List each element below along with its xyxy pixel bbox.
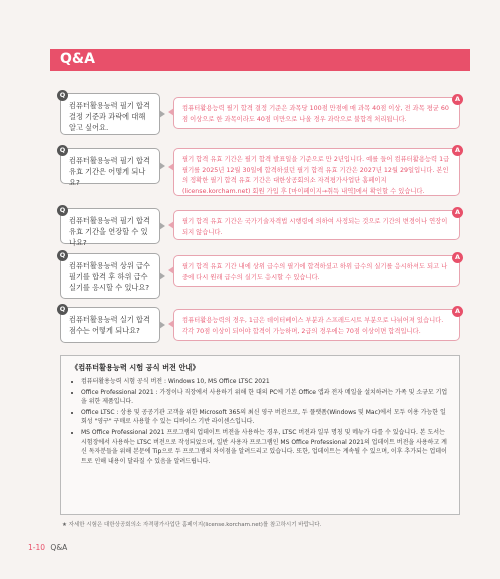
question-badge: Q (57, 250, 68, 261)
arrow-icon (159, 162, 165, 170)
page-footer (28, 543, 67, 552)
arrow-icon (168, 163, 174, 171)
answer-text: 컴퓨터활용능력의 경우, 1급은 데이터베이스 부분과 스프레드시트 부분으로 나뉘어져 있습니다. 각각 70점 이상이 되어야 합격이 가능하며, 2급의 경우에는 70점 이상이면 합격입니다. (182, 317, 444, 335)
answer-box (173, 97, 460, 129)
arrow-icon (168, 266, 174, 274)
question-text: 컴퓨터활용능력 필기 합격 유효 기간을 연장할 수 있나요? (69, 216, 150, 247)
arrow-icon (159, 272, 165, 280)
section-title: Q&A (60, 51, 95, 67)
question-box (59, 206, 160, 247)
question-box (60, 307, 160, 343)
section-header (50, 49, 470, 71)
answer-text: 필기 합격 유효 기간은 국가기술자격법 시행령에 의하여 사정되는 것으로 기간의 변경이나 연장이 되지 않습니다. (182, 218, 448, 236)
question-box (60, 253, 160, 299)
arrow-icon (159, 222, 165, 230)
question-badge: Q (57, 205, 68, 216)
answer-box (173, 309, 460, 341)
answer-box (173, 210, 460, 240)
answer-text: 컴퓨터활용능력 필기 합격 결정 기준은 과목당 100점 만점에 매 과목 40점 이상, 전 과목 평균 60점 이상으로 한 과목이라도 40점 미만으로 나올 경우 과락으로 불합격 처리됩니다. (182, 105, 449, 123)
answer-text: 필기 합격 유효 기간 내에 상위 급수의 필기에 합격하셨고 하위 급수의 실기를 응시하셔도 되고 나중에 다시 원래 급수의 실기도 응시할 수 있습니다. (182, 263, 448, 281)
answer-badge: A (452, 94, 463, 105)
arrow-icon (159, 110, 165, 118)
answer-badge: A (452, 207, 463, 218)
answer-box (173, 255, 460, 287)
arrow-icon (168, 108, 174, 116)
notice-item: • Office LTSC : 상용 및 공공기관 고객을 위한 Microsoft 365의 최신 영구 버전으로, 두 플랫폼(Windows 및 Mac)에서 모두 이용 가능한 일회성 "영구" 구매로 사용할 수 있는 디바이스 기반 라이센스입니다. (81, 408, 449, 427)
arrow-icon (168, 221, 174, 229)
page-number: 1-10 (28, 543, 46, 552)
notice-title: 《컴퓨터활용능력 시험 공식 버전 안내》 (71, 363, 200, 372)
answer-box (173, 148, 460, 196)
footnote: ★ 자세한 시험은 대한상공회의소 자격평가사업단 홈페이지(license.korcham.net)를 참고하시기 바랍니다. (62, 522, 322, 528)
answer-badge: A (452, 252, 463, 263)
question-box (60, 93, 160, 135)
version-notice-box (60, 355, 460, 515)
question-text: 컴퓨터활용능력 상위 급수 필기를 합격 후 하위 급수 실기를 응시할 수 있나요? (69, 261, 150, 292)
notice-item: • 컴퓨터활용능력 시험 공식 버전 : Windows 10, MS Office LTSC 2021 (81, 377, 449, 387)
question-text: 컴퓨터활용능력 실기 합격 점수는 어떻게 되나요? (69, 315, 150, 335)
question-badge: Q (57, 145, 68, 156)
question-text: 컴퓨터활용능력 필기 합격 결정 기준과 과락에 대해 알고 싶어요. (69, 101, 150, 132)
answer-badge: A (452, 145, 463, 156)
notice-list (71, 377, 449, 466)
question-badge: Q (57, 90, 68, 101)
notice-item: • MS Office Professional 2021 프로그램의 업데이트 버전을 사용하는 경우, LTSC 버전과 일부 명칭 및 메뉴가 다를 수 있습니다. 본 도서는 시험장에서 사용하는 LTSC 버전으로 작성되었으며, 일반 사용자 프로그램인 MS Office Professional 2021의 업데이트 버전을 사용하고 계신 독자분들을 위해 본문에 Tip으로 두 프로그램의 차이점을 알려드리고 있습니다. 또한, 업데이트는 계속될 수 있으며, 이후 추가되는 업데이트로 인해 내용이 달라질 수 있음을 알려드립니다. (81, 428, 449, 466)
arrow-icon (168, 320, 174, 328)
answer-text: 필기 합격 유효 기간은 필기 합격 발표일을 기준으로 만 2년입니다. 예를 들어 컴퓨터활용능력 1급 필기를 2025년 12월 30일에 합격하셨던 필기 합격 유효 기간은 2027년 12월 29일입니다. 본인의 정확한 필기 합격 유효 기간은 대한상공회의소 자격평가사업단 홈페이지(license.korcham.net) 회원 가입 후 [마이페이지→취득 내역]에서 확인할 수 있습니다. (182, 156, 450, 195)
answer-badge: A (452, 306, 463, 317)
footer-section: Q&A (50, 543, 68, 552)
question-text: 컴퓨터활용능력 필기 합격 유효 기간은 어떻게 되나요? (69, 156, 150, 187)
arrow-icon (159, 321, 165, 329)
question-box (59, 146, 160, 187)
question-badge: Q (57, 304, 68, 315)
notice-item: • Office Professional 2021 : 가정이나 직장에서 사용하기 위해 한 대의 PC에 기본 Office 앱과 전자 메일을 설치하려는 가족 및 소규모 기업을 위한 제품입니다. (81, 388, 449, 407)
